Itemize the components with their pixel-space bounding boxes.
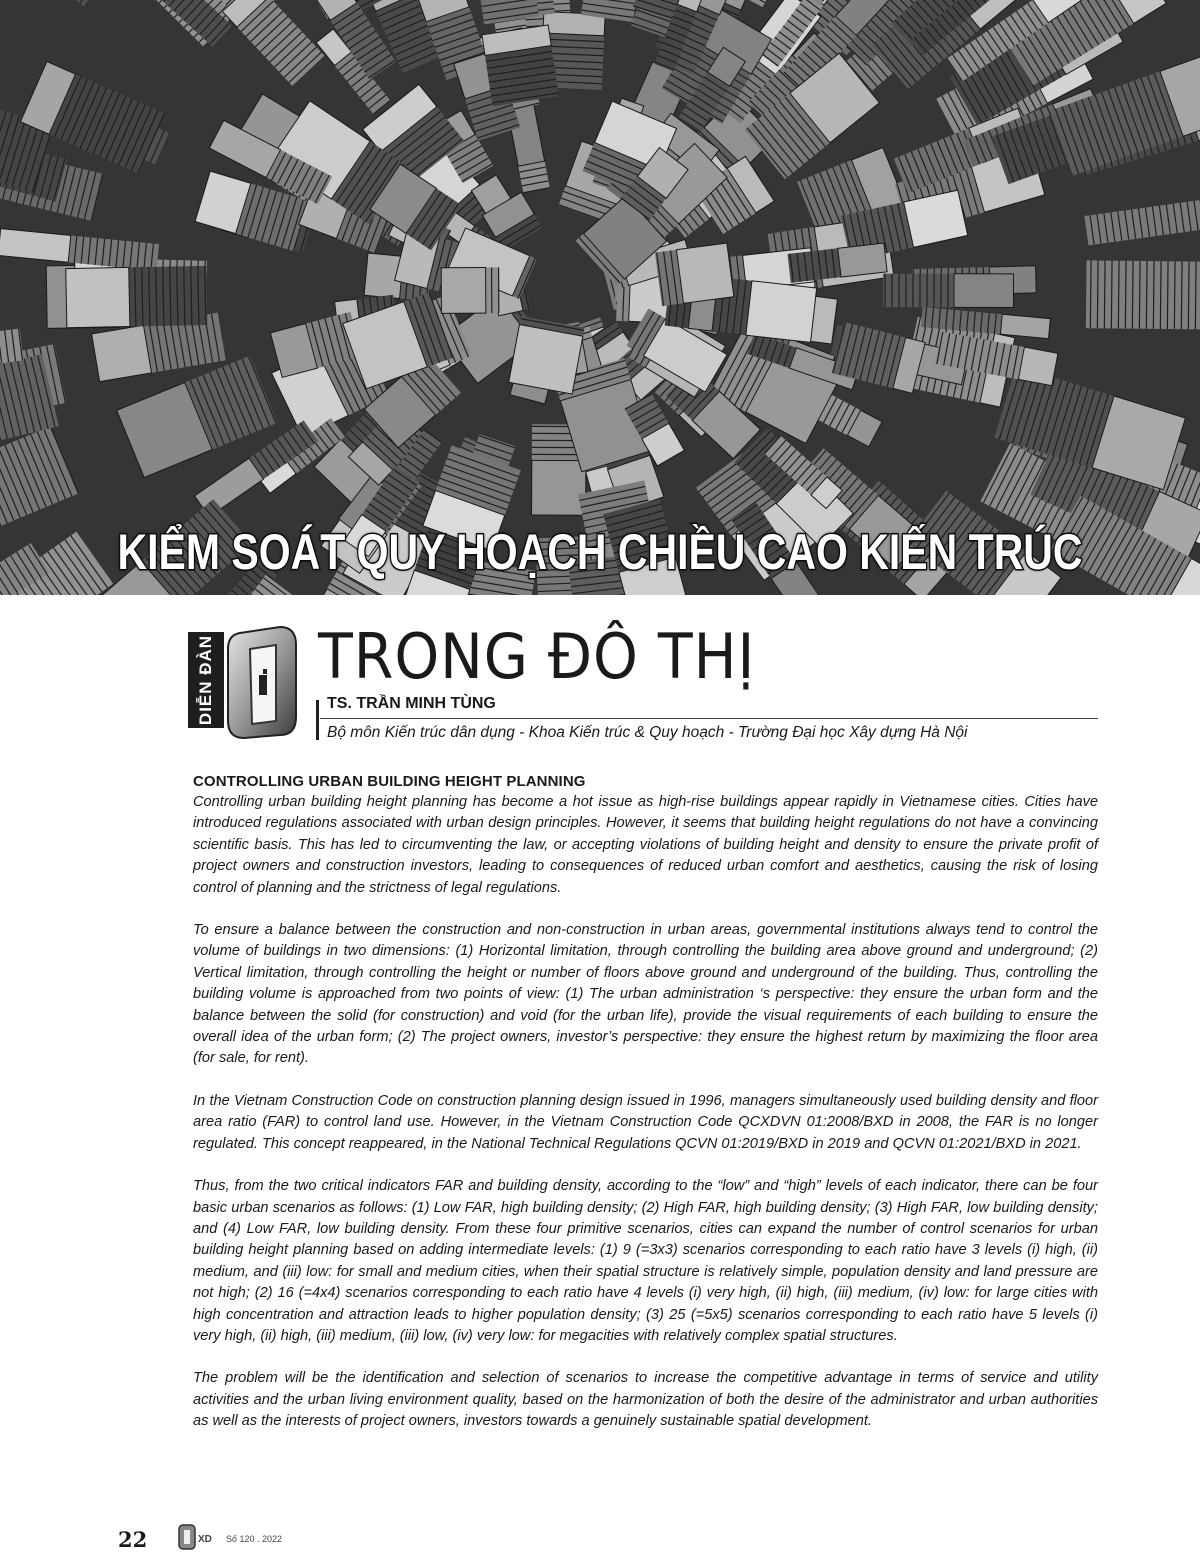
magazine-logo-icon	[222, 625, 302, 740]
section-tag-label: DIỄN ĐÀN	[196, 634, 215, 726]
page-number: 22	[118, 1527, 148, 1552]
abstract-paragraph: Thus, from the two critical indicators FAR and building density, according to the “low” and “high” levels of each indicator, there can be four basic urban scenarios as follows: (1) Low FAR, high building density; (2) High FAR, high building density; (3) High FAR, low building density; and (4) Low FAR, low building density. From these four primitive scenarios, cities can expand the number of control scenarios for urban building height planning based on adding intermediate levels: (1) 9 (=3x3) scenarios corresponding to each ratio have 3 levels (i) high, (ii) medium, and (iii) low: for small and medium cities, when their spatial structure is relatively simple, population density and land pressure are not high; (2) 16 (=4x4) scenarios corresponding to each ratio have 4 levels (i) very high, (ii) high, (iii) medium, (iv) low: for large cities with high concentration and attraction leads to higher population density; (3) 25 (=5x5) scenarios corresponding to each ratio have 5 levels (i) very high, (ii) high, (iii) medium, (iii) low, (iv) very low: for megacities with relatively complex spatial structures.	[193, 1178, 1098, 1344]
footer-magazine-name: XD	[198, 1534, 212, 1545]
section-tag	[188, 632, 224, 728]
author-name: TS. TRẦN MINH TÙNG	[327, 695, 496, 712]
hero-photo	[0, 0, 1200, 595]
article-title: KIỂM SOÁT QUY HOẠCH CHIỀU CAO KIẾN TRÚC	[117, 524, 1083, 580]
abstract-paragraph: To ensure a balance between the construction and non-construction in urban areas, governmental institutions always tend to control the volume of buildings in two dimensions: (1) Horizontal limitation, through controlling the building area above ground and underground; (2) Vertical limitation, through controlling the height or number of floors above ground and underground of the building. Thus, controlling the building volume is approached from two points of view: (1) The urban administration ‘s perspective: they ensure the urban form and the balance between the solid (for construction) and void (for the urban life), provide the visual requirements of each building to ensure the overall idea of the urban form; (2) The project owners, investor’s perspective: they ensure the highest return by maximizing the floor area (for sale, for rent).	[193, 922, 1098, 1067]
author-divider	[320, 718, 1098, 719]
abstract-paragraph: The problem will be the identification and selection of scenarios to increase the competitive advantage in terms of service and utility activities and the urban living environment quality, based on the harmonization of both the desire of the administrator and urban authorities as well as the interests of project owners, investors towards a genuinely sustainable spatial development.	[193, 1370, 1098, 1430]
article-body	[193, 773, 1098, 1454]
footer-issue: Số 120 . 2022	[226, 1534, 283, 1544]
abstract-paragraph: In the Vietnam Construction Code on construction planning design issued in 1996, managers simultaneously used building density and floor area ratio (FAR) to control land use. However, in the Vietnam Construction Code QCXDVN 01:2008/BXD in 2008, the FAR is no longer regulated. This concept reappeared, in the National Technical Regulations QCVN 01:2019/BXD in 2019 and QCVN 01:2021/BXD in 2021.	[193, 1092, 1098, 1152]
abstract-paragraph: Controlling urban building height planning has become a hot issue as high-rise buildings appear rapidly in Vietnamese cities. Cities have introduced regulations associated with urban design principles. However, it seems that building height regulations do not have a convincing scientific basis. This has led to circumventing the law, or accepting violations of building height and density to ensure the private profit of project owners and construction investors, leading to consequences of reduced urban comfort and aesthetics, causing the risk of losing control of planning and the strictness of legal regulations.	[193, 794, 1098, 896]
author-affiliation: Bộ môn Kiến trúc dân dụng - Khoa Kiến trúc & Quy hoạch - Trường Đại học Xây dựng Hà Nội	[327, 724, 968, 741]
author-accent-bar	[316, 700, 319, 740]
footer-logo-icon	[178, 1524, 196, 1550]
aerial-city-image	[0, 0, 1200, 595]
article-subtitle: TRONG ĐÔ THỊ	[318, 620, 756, 693]
abstract-heading: CONTROLLING URBAN BUILDING HEIGHT PLANNING	[193, 773, 586, 790]
